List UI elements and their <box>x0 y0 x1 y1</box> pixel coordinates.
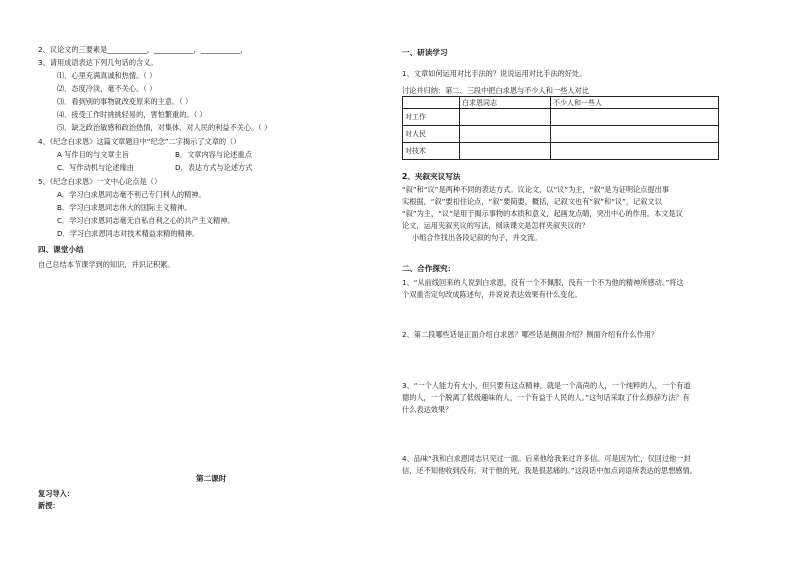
cooperative-q4-line: 4、品味“我和白求恩同志只见过一面。后来他给我来过许多信。可是因为忙，仅回过他一封 <box>402 454 691 463</box>
question-3: 3、请用成语表达下列几句话的含义。 <box>38 58 158 67</box>
cooperative-q2: 2、第二段哪些话是正面介绍白求恩？哪些话是侧面介绍？侧面介绍有什么作用？ <box>402 330 659 339</box>
discussion-prompt: 讨论并归纳：第二、三段中把白求恩与不少人和一些人对比 <box>402 86 589 95</box>
cooperative-q4-line: 信，还不知他收到没有。对于他的死，我是很悲痛的。”这段话中加点词语所表达的思想感情。 <box>402 466 697 475</box>
answer-cell[interactable] <box>551 109 719 126</box>
question-2: 2、议论文的三要素是___________，___________，___________， <box>38 45 248 54</box>
cooperative-q3-line: 德的人，一个脱离了低级趣味的人，一个有益于人民的人。”这句话采取了什么修辞方法？有 <box>402 393 690 402</box>
narration-line: “叙”为主，“议”是用于揭示事物的本质和意义，起画龙点睛，突出中心的作用。本文是议 <box>402 209 683 218</box>
q5-option-a: A．学习白求恩同志毫不利己专门利人的精神。 <box>57 190 206 199</box>
q3-item-5: ⑸．缺乏政治敏感和政治热情，对集体、对人民的利益不关心。（ ） <box>57 123 272 132</box>
second-lesson-title: 第二课时 <box>196 474 227 483</box>
answer-cell[interactable] <box>460 109 551 126</box>
q4-option-c: C．写作动机与论述缘由 <box>57 163 134 172</box>
summary-text: 自己总结本节课学到的知识，并识记积累。 <box>38 260 175 269</box>
table-row <box>403 109 719 126</box>
table-row <box>403 126 719 143</box>
q3-item-3: ⑶．看到别的事物就改变原来的主意。（ ） <box>57 97 193 106</box>
q3-item-2: ⑵．态度冷淡，毫不关心。（ ） <box>57 84 157 93</box>
cooperative-q3-line: 什么表达效果？ <box>402 405 453 414</box>
narration-line: 实根据，“叙”要扣住论点，“叙”要简要，概括，记叙文也有“叙”和“议”，记叙文以 <box>402 197 662 206</box>
row-label: 对人民 <box>403 126 460 143</box>
q4-option-d: D．表达方式与论述方式 <box>175 163 253 172</box>
q4-option-b: B．文章内容与论述重点 <box>175 150 252 159</box>
answer-cell[interactable] <box>460 126 551 143</box>
q5-option-d: D．学习白求恩同志对技术精益求精的精神。 <box>57 229 200 238</box>
q5-option-c: C．学习白求恩同志毫无自私自利之心的共产主义精神。 <box>57 216 235 225</box>
section-heading-study: 一、研读学习 <box>402 48 448 57</box>
table-header-cell <box>403 97 460 109</box>
cooperative-q1-line: 个双重否定句改成陈述句，并说说表达效果有什么变化。 <box>402 290 582 299</box>
table-row <box>403 143 719 160</box>
question-5: 5、《纪念白求恩》一文中心论点是（） <box>38 177 162 186</box>
new-lesson-label: 新授： <box>38 501 60 510</box>
section-heading-cooperative: 二、合作探究： <box>402 264 456 273</box>
section-heading-narration: 2、夹叙夹议写法 <box>402 172 461 181</box>
row-label: 对技术 <box>403 143 460 160</box>
question-4: 4、《纪念白求恩》这篇文章题目中“纪念”二字揭示了文章的（） <box>38 137 241 146</box>
narration-line: 论文，运用夹叙夹议的写法，阅读课文是怎样夹叙夹议的？ <box>402 221 589 230</box>
narration-line: 小组合作找出各段记叙的句子，并交流。 <box>412 233 542 242</box>
table-header-cell: 不少人和一些人 <box>551 97 719 109</box>
comparison-table <box>402 96 719 160</box>
q5-option-b: B．学习白求恩同志伟大的国际主义精神。 <box>57 203 192 212</box>
answer-cell[interactable] <box>551 126 719 143</box>
narration-line: “叙”和“议”是两种不同的表达方式。议论文，以“议”为主，“叙”是为证明论点提出事 <box>402 185 669 194</box>
answer-cell[interactable] <box>460 143 551 160</box>
table-header-row <box>403 97 719 109</box>
summary-heading: 四、课堂小结 <box>38 245 84 254</box>
table-header-cell: 白求恩同志 <box>460 97 551 109</box>
q3-item-4: ⑷．接受工作时挑挑轻易的，害怕繁重的。（ ） <box>57 110 207 119</box>
answer-cell[interactable] <box>551 143 719 160</box>
cooperative-q3-line: 3、“一个人能力有大小，但只要有这点精神，就是一个高尚的人，一个纯粹的人，一个有道 <box>402 381 691 390</box>
row-label: 对工作 <box>403 109 460 126</box>
review-label: 复习导入： <box>38 489 74 498</box>
q4-option-a: A 写作目的与文章主旨 <box>57 150 129 159</box>
cooperative-q1-line: 1、“从前线回来的人说到白求恩，没有一个不佩服，没有一个不为他的精神所感动。”将这 <box>402 278 684 287</box>
study-question-1: 1、文章如何运用对比手法的？说说运用对比手法的好处。 <box>402 69 587 78</box>
q3-item-1: ⑴．心里充满真诚和热情。（ ） <box>57 71 157 80</box>
